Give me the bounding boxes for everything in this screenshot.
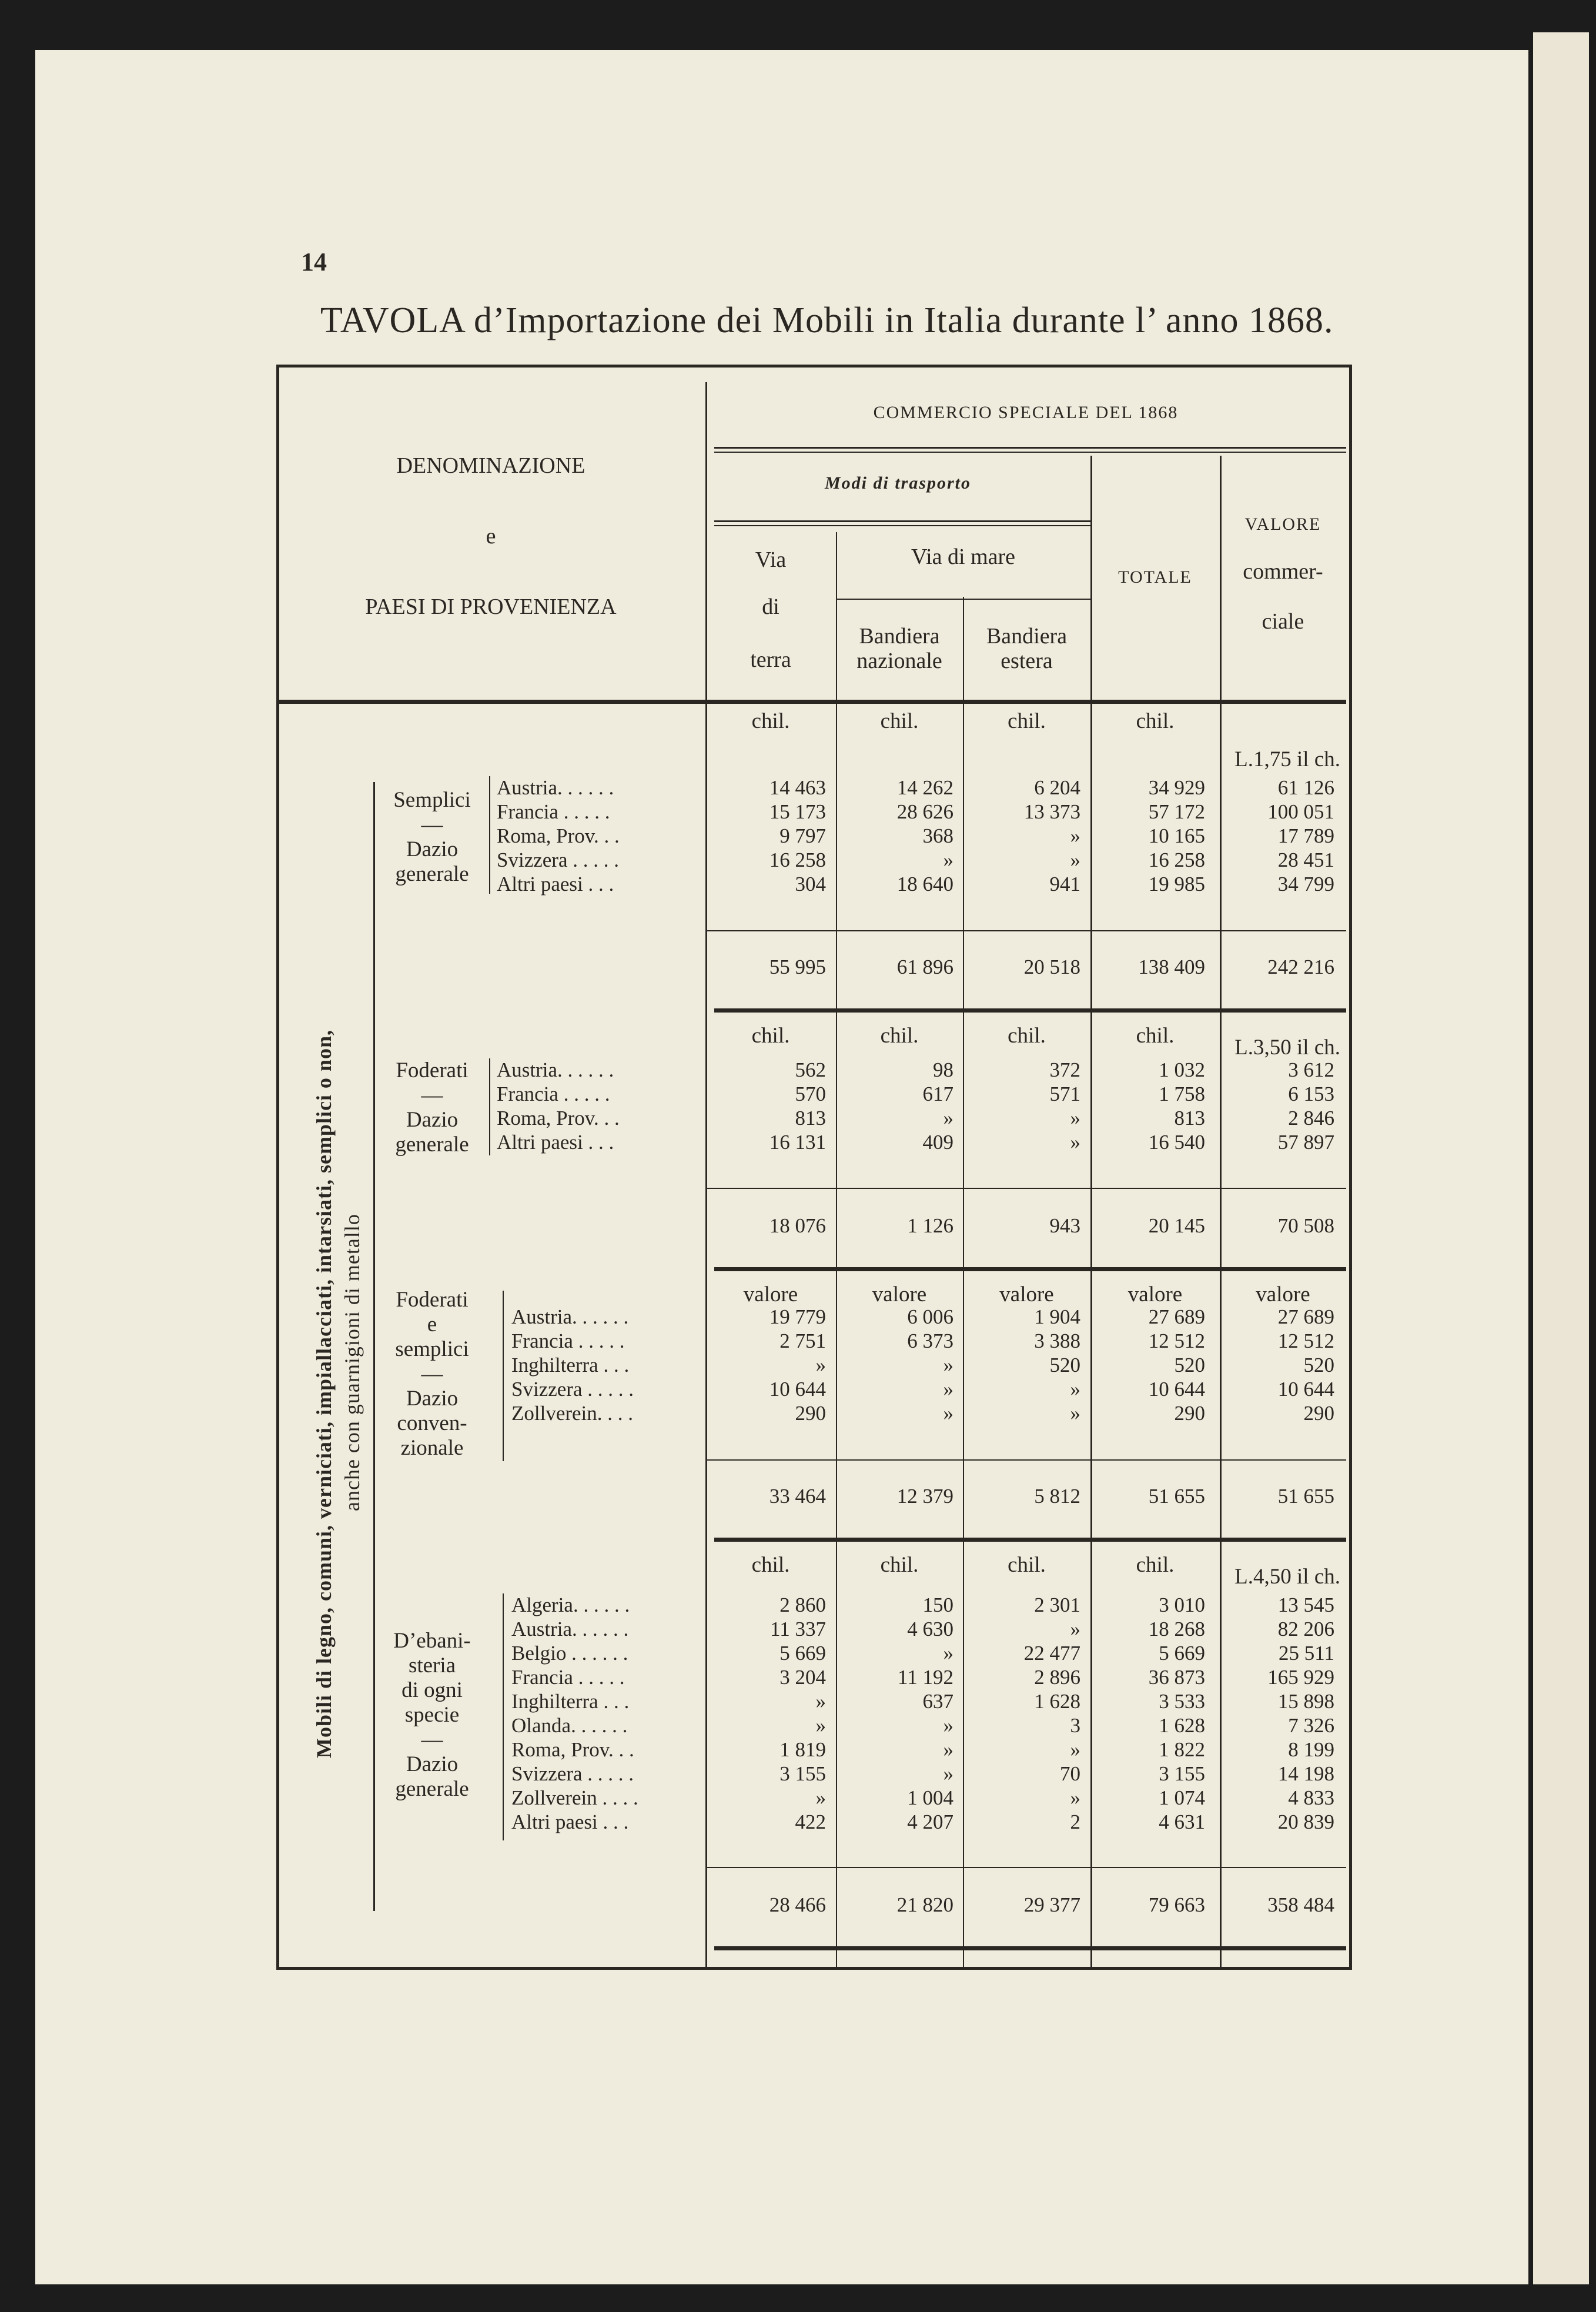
hdr-via-mare: Via di mare [911,544,1016,569]
cell: 11 337 [770,1618,826,1641]
cell: 16 131 [769,1131,826,1154]
rule-header-bottom [276,700,1346,704]
cell: 3 204 [779,1666,826,1689]
cell: 100 051 [1267,800,1334,823]
hdr-di: di [762,594,779,619]
page-title: TAVOLA d’Importazione dei Mobili in Italia durante l’ anno 1868. [320,300,1334,340]
cell: 16 258 [1148,848,1205,871]
s3-label-line: — [421,1362,443,1386]
s1-total: 242 216 [1267,955,1334,978]
cell: 7 326 [1288,1714,1334,1737]
cell: 290 [795,1402,826,1425]
cell: 18 268 [1148,1618,1205,1641]
s1-sum-rule [705,930,1346,931]
cell: 12 512 [1148,1329,1205,1352]
cell: 3 155 [779,1762,826,1785]
hdr-modi: Modi di trasporto [824,473,972,493]
s2-unit-val: L.3,50 il ch. [1234,1035,1340,1060]
cell: » [943,1107,953,1130]
hdr-commer: commer- [1243,559,1323,584]
cell: 290 [1303,1402,1334,1425]
cell: 6 204 [1034,776,1080,799]
side-label-line1: Mobili di legno, comuni, verniciati, impiallacciati, intarsiati, semplici o non, [312,1030,336,1758]
cell: 1 758 [1159,1083,1205,1105]
cell: 36 873 [1148,1666,1205,1689]
s3-unit-val: valore [1256,1282,1310,1307]
cell: » [815,1354,826,1376]
country-name: Zollverein . . . . [511,1786,638,1809]
s3-unit-est: valore [999,1282,1054,1307]
s4-label-line: Dazio [406,1752,459,1776]
s3-label-line: conven- [397,1411,467,1435]
hdr-valore: VALORE [1244,514,1321,534]
cell: 25 511 [1279,1642,1334,1665]
cell: 11 192 [898,1666,953,1689]
hdr-nazionale: nazionale [856,649,942,673]
s2-sum-rule [705,1188,1346,1189]
s3-total: 51 655 [1148,1485,1205,1508]
s4-brace [503,1593,504,1840]
s1-label-line: — [421,813,443,837]
rule-h2b [714,525,1090,526]
s2-unit-tot: chil. [1136,1024,1175,1048]
next-page-edge [1533,32,1589,2284]
cell: » [1070,1378,1080,1401]
country-name: Svizzera . . . . . [511,1378,634,1401]
rule-h3 [836,599,1090,600]
s4-sum-rule [705,1867,1346,1868]
hdr-e: e [486,524,496,549]
s2-label-line: — [421,1083,443,1107]
s4-label-line: — [421,1728,443,1752]
cell: 1 074 [1159,1786,1205,1809]
s4-total: 358 484 [1267,1893,1334,1916]
cell: 520 [1174,1354,1205,1376]
country-name: Inghilterra . . . [511,1354,630,1376]
cell: 1 904 [1034,1305,1080,1328]
s4-total: 79 663 [1148,1893,1205,1916]
hdr-paesi: PAESI DI PROVENIENZA [365,594,617,619]
country-name: Austria. . . . . . [497,776,614,799]
cell: » [1070,824,1080,847]
s1-label [379,788,485,887]
cell: 3 612 [1288,1058,1334,1081]
s3-total: 51 655 [1277,1485,1334,1508]
cell: 368 [922,824,953,847]
cell: 6 153 [1288,1083,1334,1105]
s3-unit-naz: valore [872,1282,927,1307]
s3-label-line: semplici [395,1337,469,1361]
s3-label-line: e [427,1312,437,1337]
cell: 1 822 [1159,1738,1205,1761]
s1-unit-tot: chil. [1136,709,1175,733]
cell: 27 689 [1277,1305,1334,1328]
s3-label-line: zionale [400,1436,464,1460]
cell: 3 [1070,1714,1080,1737]
cell: 70 [1060,1762,1080,1785]
cell: 304 [795,873,826,896]
cell: 5 669 [779,1642,826,1665]
cell: 4 833 [1288,1786,1334,1809]
cell: » [1070,1131,1080,1154]
cell: 3 155 [1159,1762,1205,1785]
s4-unit-naz: chil. [880,1553,919,1577]
s2-total: 943 [1049,1214,1080,1237]
cell: 5 669 [1159,1642,1205,1665]
cell: 16 258 [769,848,826,871]
hdr-bandiera-naz: Bandiera [859,624,940,649]
cell: 1 819 [779,1738,826,1761]
cell: » [943,1354,953,1376]
country-name: Belgio . . . . . . [511,1642,628,1665]
s1-end-rule [714,1008,1346,1013]
s1-label-line: Semplici [393,788,471,812]
s1-total: 55 995 [769,955,826,978]
s4-total: 21 820 [896,1893,953,1916]
cell: 3 388 [1034,1329,1080,1352]
cell: 13 373 [1023,800,1080,823]
s2-label-line: generale [395,1132,469,1157]
s2-brace [489,1058,490,1155]
country-name: Svizzera . . . . . [497,848,619,871]
cell: » [1070,848,1080,871]
page-number: 14 [301,248,327,276]
s3-end-rule [714,1538,1346,1542]
cell: 520 [1049,1354,1080,1376]
country-name: Austria. . . . . . [511,1305,629,1328]
cell: 3 010 [1159,1593,1205,1616]
hdr-denominazione: DENOMINAZIONE [396,453,585,478]
cell: 82 206 [1277,1618,1334,1641]
s2-end-rule [714,1267,1346,1271]
cell: 19 779 [769,1305,826,1328]
country-name: Francia . . . . . [497,1083,610,1105]
cell: 617 [922,1083,953,1105]
cell: 3 533 [1159,1690,1205,1713]
cell: 61 126 [1277,776,1334,799]
side-label-line2: anche con guarnigioni di metallo [340,1214,364,1511]
s4-total: 28 466 [769,1893,826,1916]
cell: 57 897 [1277,1131,1334,1154]
s4-label-line: D’ebani- [393,1629,471,1653]
cell: 2 751 [779,1329,826,1352]
cell: 637 [922,1690,953,1713]
s2-label [379,1058,485,1157]
cell: 562 [795,1058,826,1081]
cell: 2 846 [1288,1107,1334,1130]
cell: 28 451 [1277,848,1334,871]
s4-total: 29 377 [1023,1893,1080,1916]
s3-label-line: Dazio [406,1386,459,1411]
s3-brace [503,1291,504,1461]
side-brace-line [373,782,375,1911]
hdr-bandiera-est: Bandiera [986,624,1068,649]
cell: 57 172 [1148,800,1205,823]
s2-label-line: Foderati [396,1058,469,1083]
cell: 14 198 [1277,1762,1334,1785]
s4-label-line: di ogni [401,1678,463,1702]
s3-total: 33 464 [769,1485,826,1508]
s4-label-line: generale [395,1777,469,1801]
s2-total: 18 076 [769,1214,826,1237]
cell: 12 512 [1277,1329,1334,1352]
cell: » [815,1786,826,1809]
cell: 150 [922,1593,953,1616]
cell: 14 463 [769,776,826,799]
country-name: Roma, Prov. . . [497,824,620,847]
s4-unit-tot: chil. [1136,1553,1175,1577]
rule-h1b [714,452,1346,453]
cell: 2 [1070,1810,1080,1833]
hdr-estera: estera [1001,649,1053,673]
s1-brace [489,776,490,894]
cell: » [943,1714,953,1737]
cell: 2 860 [779,1593,826,1616]
cell: 6 373 [907,1329,953,1352]
cell: 18 640 [896,873,953,896]
cell: » [1070,1786,1080,1809]
country-name: Olanda. . . . . . [511,1714,628,1737]
country-name: Algeria. . . . . . [511,1593,630,1616]
import-table [276,365,1352,1970]
cell: 10 644 [1148,1378,1205,1401]
country-name: Francia . . . . . [511,1666,625,1689]
s2-unit-terra: chil. [751,1024,790,1048]
cell: 9 797 [779,824,826,847]
s3-total: 12 379 [896,1485,953,1508]
cell: 813 [795,1107,826,1130]
s2-total: 20 145 [1148,1214,1205,1237]
s3-unit-tot: valore [1127,1282,1183,1307]
rule-h2 [714,520,1090,522]
s2-unit-naz: chil. [880,1024,919,1048]
cell: 6 006 [907,1305,953,1328]
cell: 1 628 [1159,1714,1205,1737]
country-name: Altri paesi . . . [497,1131,614,1154]
cell: 2 896 [1034,1666,1080,1689]
cell: 520 [1303,1354,1334,1376]
country-name: Austria. . . . . . [511,1618,629,1641]
country-name: Francia . . . . . [497,800,610,823]
hdr-via: Via [755,547,787,572]
cell: 98 [933,1058,953,1081]
cell: » [943,848,953,871]
cell: » [943,1762,953,1785]
cell: 22 477 [1023,1642,1080,1665]
s1-unit-val: L.1,75 il ch. [1234,747,1340,771]
s1-unit-est: chil. [1008,709,1046,733]
cell: 27 689 [1148,1305,1205,1328]
cell: 28 626 [896,800,953,823]
cell: » [1070,1738,1080,1761]
cell: 8 199 [1288,1738,1334,1761]
cell: 34 929 [1148,776,1205,799]
s4-unit-val: L.4,50 il ch. [1234,1565,1340,1589]
s3-unit-terra: valore [743,1282,798,1307]
country-name: Svizzera . . . . . [511,1762,634,1785]
cell: » [1070,1402,1080,1425]
cell: 571 [1049,1083,1080,1105]
rule-h1 [714,447,1346,449]
s3-total: 5 812 [1034,1485,1080,1508]
cell: 10 644 [1277,1378,1334,1401]
cell: 409 [922,1131,953,1154]
s1-unit-terra: chil. [751,709,790,733]
country-name: Altri paesi . . . [511,1810,629,1833]
s1-total: 20 518 [1023,955,1080,978]
cell: 13 545 [1277,1593,1334,1616]
s3-sum-rule [705,1459,1346,1461]
s3-label-line: Foderati [396,1288,469,1312]
s2-total: 1 126 [907,1214,953,1237]
cell: 20 839 [1277,1810,1334,1833]
cell: 15 173 [769,800,826,823]
cell: 4 207 [907,1810,953,1833]
cell: 2 301 [1034,1593,1080,1616]
s4-label-line: steria [408,1653,456,1678]
country-name: Roma, Prov. . . [511,1738,634,1761]
cell: 17 789 [1277,824,1334,847]
s4-label-line: specie [404,1703,460,1727]
cell: » [943,1642,953,1665]
cell: 372 [1049,1058,1080,1081]
cell: 19 985 [1148,873,1205,896]
cell: 941 [1049,873,1080,896]
cell: » [815,1714,826,1737]
cell: 4 631 [1159,1810,1205,1833]
hdr-ciale: ciale [1262,609,1304,634]
country-name: Inghilterra . . . [511,1690,630,1713]
cell: 14 262 [896,776,953,799]
s3-label [379,1288,485,1461]
cell: 570 [795,1083,826,1105]
hdr-terra: terra [750,647,791,672]
cell: 34 799 [1277,873,1334,896]
s1-label-line: generale [395,862,469,886]
s1-total: 138 409 [1138,955,1205,978]
cell: 10 165 [1148,824,1205,847]
country-name: Francia . . . . . [511,1329,625,1352]
s4-unit-terra: chil. [751,1553,790,1577]
s2-label-line: Dazio [406,1108,459,1132]
cell: 4 630 [907,1618,953,1641]
cell: 422 [795,1810,826,1833]
cell: 813 [1174,1107,1205,1130]
s2-total: 70 508 [1277,1214,1334,1237]
country-name: Austria. . . . . . [497,1058,614,1081]
hdr-commercio: COMMERCIO SPECIALE DEL 1868 [873,403,1179,422]
cell: » [943,1378,953,1401]
cell: » [815,1690,826,1713]
s1-total: 61 896 [896,955,953,978]
country-name: Roma, Prov. . . [497,1107,620,1130]
cell: 290 [1174,1402,1205,1425]
cell: 1 032 [1159,1058,1205,1081]
s4-unit-est: chil. [1008,1553,1046,1577]
cell: 16 540 [1148,1131,1205,1154]
s1-unit-naz: chil. [880,709,919,733]
country-name: Zollverein. . . . [511,1402,634,1425]
cell: 1 628 [1034,1690,1080,1713]
cell: 165 929 [1267,1666,1334,1689]
cell: 15 898 [1277,1690,1334,1713]
s4-label [379,1629,485,1802]
s4-end-rule [714,1946,1346,1950]
s2-unit-est: chil. [1008,1024,1046,1048]
hdr-totale: TOTALE [1118,567,1192,587]
cell: » [943,1402,953,1425]
cell: » [1070,1618,1080,1641]
cell: » [1070,1107,1080,1130]
cell: 10 644 [769,1378,826,1401]
country-name: Altri paesi . . . [497,873,614,896]
cell: » [943,1738,953,1761]
cell: 1 004 [907,1786,953,1809]
s1-label-line: Dazio [406,837,459,861]
